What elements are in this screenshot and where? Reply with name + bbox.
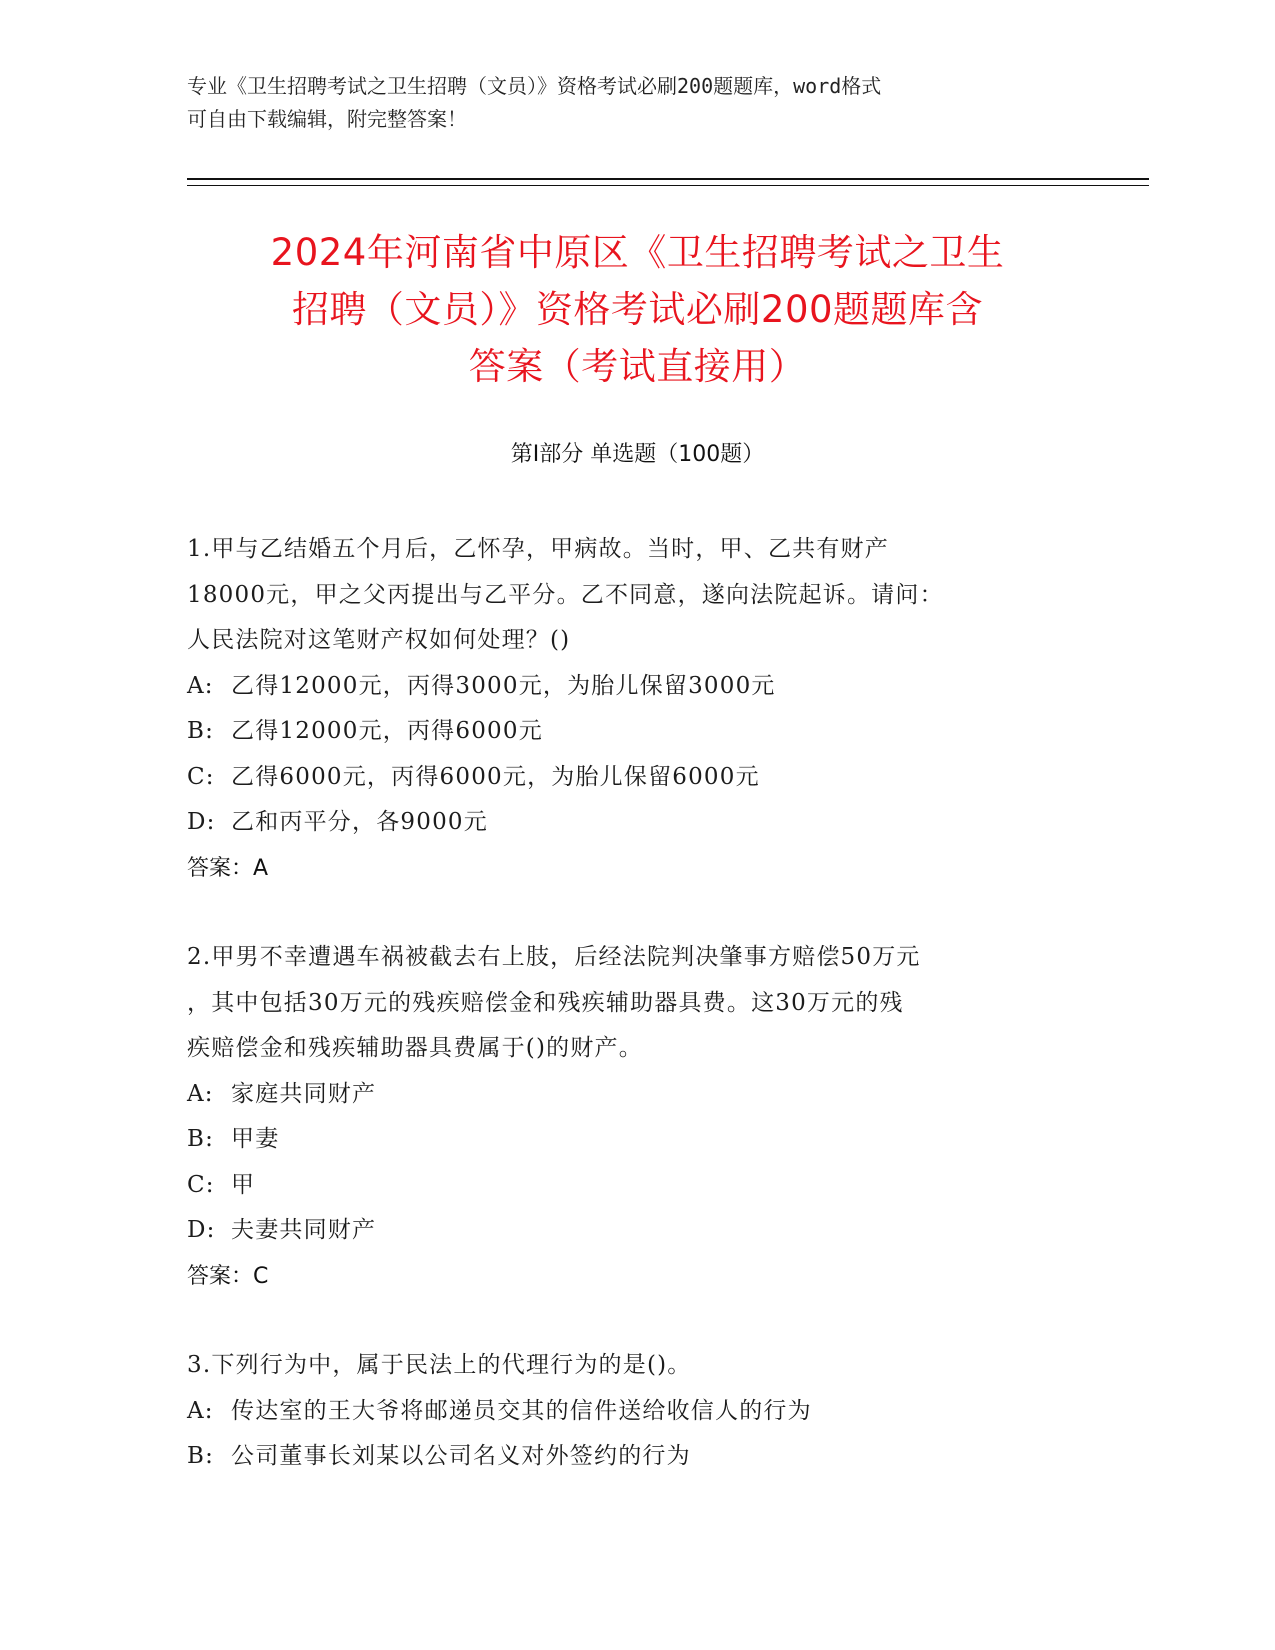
option-a xyxy=(187,664,1087,710)
question-1 xyxy=(187,527,1087,891)
option-d xyxy=(187,1208,1087,1254)
header-rule-thick xyxy=(187,178,1149,180)
option-key: B: xyxy=(187,718,215,744)
option-text: 乙得12000元，丙得3000元，为胎儿保留3000元 xyxy=(231,672,776,699)
question-text: 3.下列行为中，属于民法上的代理行为的是()。 xyxy=(187,1352,692,1378)
option-text: 公司董事长刘某以公司名义对外签约的行为 xyxy=(231,1443,691,1469)
option-b xyxy=(187,1434,1087,1480)
option-b xyxy=(187,1117,1087,1163)
document-title-line-2: 招聘（文员）》资格考试必刷200题题库含 xyxy=(291,288,984,331)
header-note xyxy=(187,70,1067,136)
option-text: 甲妻 xyxy=(231,1126,280,1152)
option-key: D: xyxy=(187,1217,216,1243)
document-title-line-1: 2024年河南省中原区《卫生招聘考试之卫生 xyxy=(270,231,1005,274)
header-note-line-1: 专业《卫生招聘考试之卫生招聘（文员）》资格考试必刷200题题库，word格式 xyxy=(187,74,882,98)
option-text: 甲 xyxy=(231,1171,256,1198)
answer-line: 答案：A xyxy=(187,855,269,881)
option-text: 乙和丙平分，各9000元 xyxy=(231,809,488,835)
option-key: A: xyxy=(187,1080,214,1107)
option-key: A: xyxy=(187,1397,214,1424)
option-key: B: xyxy=(187,1126,215,1152)
option-key: A: xyxy=(187,672,214,699)
answer-line: 答案：C xyxy=(187,1263,269,1289)
section-title: 第Ⅰ部分 单选题（100题） xyxy=(510,442,765,467)
question-2 xyxy=(187,935,1087,1299)
option-key: C: xyxy=(187,763,215,790)
option-c xyxy=(187,755,1087,801)
option-key: D: xyxy=(187,809,216,835)
option-text: 家庭共同财产 xyxy=(231,1080,377,1107)
document-title xyxy=(170,224,1105,395)
option-b xyxy=(187,709,1087,755)
option-key: B: xyxy=(187,1443,215,1469)
option-d xyxy=(187,800,1087,846)
option-key: C: xyxy=(187,1171,215,1198)
option-text: 传达室的王大爷将邮递员交其的信件送给收信人的行为 xyxy=(231,1397,812,1424)
option-text: 夫妻共同财产 xyxy=(231,1217,377,1243)
option-text: 乙得6000元，丙得6000元，为胎儿保留6000元 xyxy=(231,763,760,790)
header-rule-thin xyxy=(187,185,1149,186)
question-text: 1.甲与乙结婚五个月后，乙怀孕，甲病故。当时，甲、乙共有财产 18000元，甲之父丙提出与乙平分。乙不同意，遂向法院起诉。请问： 人民法院对这笔财产权如何处理？() xyxy=(187,536,944,653)
question-3 xyxy=(187,1343,1087,1480)
question-list xyxy=(187,527,1087,1524)
option-c xyxy=(187,1163,1087,1209)
document-title-line-3: 答案（考试直接用） xyxy=(468,345,807,388)
option-text: 乙得12000元，丙得6000元 xyxy=(231,718,543,744)
question-text: 2.甲男不幸遭遇车祸被截去右上肢，后经法院判决肇事方赔偿50万元 ，其中包括30万元的残疾赔偿金和残疾辅助器具费。这30万元的残 疾赔偿金和残疾辅助器具费属于()的财产。 xyxy=(187,944,921,1061)
option-a xyxy=(187,1072,1087,1118)
header-note-line-2: 可自由下载编辑，附完整答案！ xyxy=(187,107,467,131)
option-a xyxy=(187,1389,1087,1435)
